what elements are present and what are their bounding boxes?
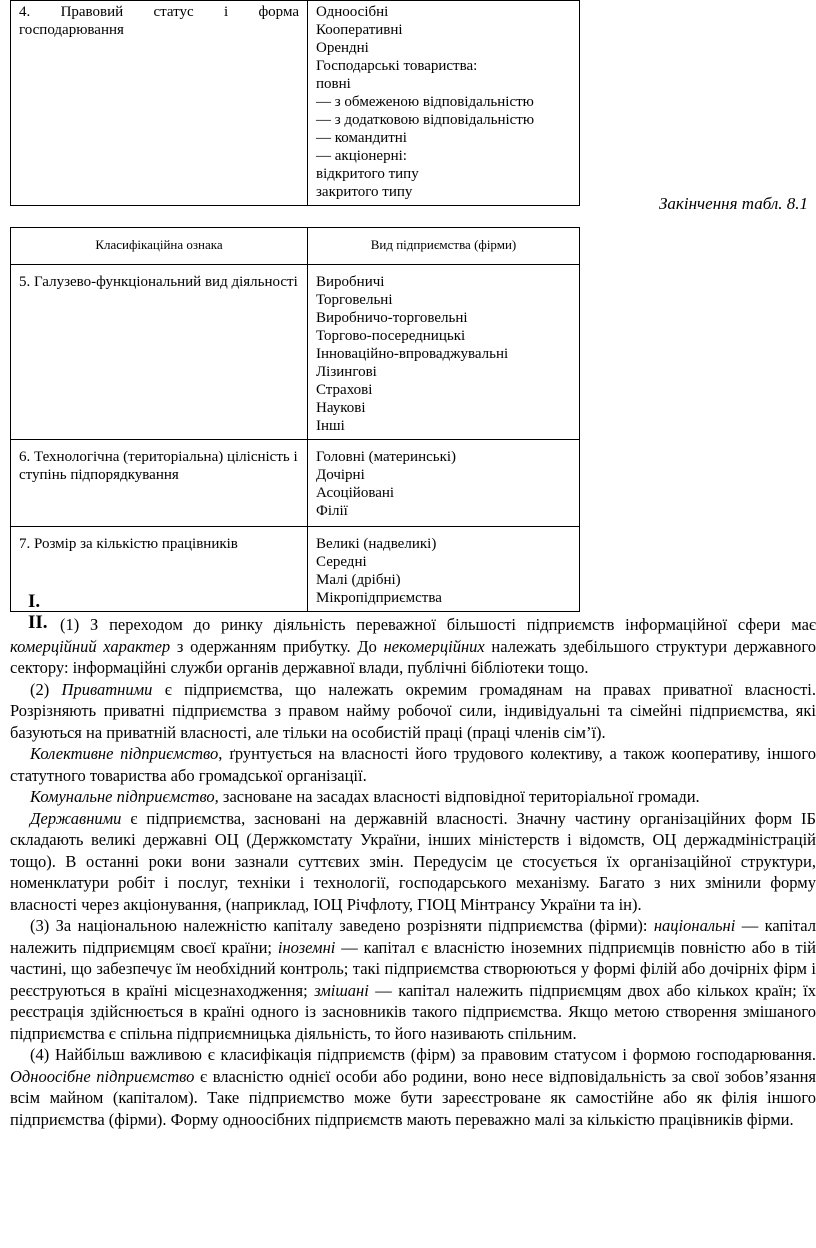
list-item: Великі (надвеликі) <box>316 536 437 552</box>
list-item: Філії <box>316 503 348 519</box>
list-item: Дочірні <box>316 467 365 483</box>
paragraph <box>10 915 816 1044</box>
table-row <box>11 440 580 527</box>
roman-numeral-one: I. <box>28 591 41 612</box>
table-row <box>11 527 580 612</box>
text-span: (3) За національною належністю капіталу заведено розрізняти підприємства (фірми): <box>30 916 654 935</box>
list-item: Середні <box>316 554 367 570</box>
list-item: Торговельні <box>316 292 393 308</box>
emphasis-text: Приватними <box>61 679 153 699</box>
paragraph <box>10 808 816 916</box>
text-span: є підприємства, що належать окремим громадянам на правах приватної власності. Розрізняють приватні підприємства з правом найму робочої сили, індивідуальні та сімейні підприємства, які базуються на приватній власності, але тільки на особистій праці (праці членів сім’ї). <box>10 679 816 742</box>
table-caption: Закінчення табл. 8.1 <box>659 194 808 213</box>
text-span: належать здебільшого структури державного сектору: інформаційні служби органів державної влади, публічні бібліотеки тощо. <box>10 636 816 677</box>
column-header: Вид підприємства (фірми) <box>308 228 580 265</box>
emphasis-text: Колективне підприємство <box>30 744 219 763</box>
text-span: — капітал належить підприємцям своєї країни; <box>10 916 816 957</box>
text-span: є власністю однієї особи або родини, воно несе відповідальність за свої зобов’язання всім майном (капіталом). Таке підприємство може бути зареєстроване як самостійне або як філія іншого підприємства (фірми). Форму одноосібних підприємств мають переважно малі за кількістю працівників фірми. <box>10 1066 816 1129</box>
list-item: Інші <box>316 418 345 434</box>
list-item: Кооперативні <box>316 22 403 38</box>
classification-cell: 6. Технологічна (територіальна) цілісність і ступінь підпорядкування <box>11 440 308 527</box>
body-text <box>10 614 816 1130</box>
emphasis-text: змішані <box>314 980 369 1000</box>
list-item: Лізингові <box>316 364 377 380</box>
text-span: засноване на засадах власності відповідної територіальної громади. <box>218 787 700 806</box>
list-item: — акціонерні: <box>316 148 407 164</box>
kinds-cell <box>308 265 580 440</box>
list-item: повні <box>316 76 351 92</box>
list-item: Виробничо-торговельні <box>316 310 468 326</box>
list-item: Інноваційно-впроваджувальні <box>316 346 509 362</box>
kinds-cell <box>308 1 580 206</box>
text-span: є підприємства, засновані на державній власності. Значну частину організаційних форм ІБ складають великі державні ОЦ (Держкомстату України, інших міністерств і відомств, ОЦ держадміністрацій тощо). В останні роки вони зазнали суттєвих змін. Передусім це стосується їх організаційної структури, номенклатури робіт і послуг, техніки і технології, господарського механізму. Багато з них змінили форму власності через акціонування, (наприклад, ІОЦ Річфлоту, ГІОЦ Мінтрансу України та ін). <box>10 808 816 914</box>
text-span: — капітал є власністю іноземних підприємців повністю або в тій частині, що забезпечує їм необхідний контроль; такі підприємства створюються у формі філій або дочірніх фірм і реєструються в країні місцезнаходження; <box>10 937 816 1000</box>
paragraph <box>10 679 816 744</box>
emphasis-text: національні <box>653 916 736 935</box>
text-span: — капітал належить підприємцям двох або кількох країн; їх реєстрація здійснюється в країні одного із засновників такого підприємства. Якщо метою створення змішаного підприємства є спільна підприємницька діяльність, то його називають спільним. <box>10 980 816 1043</box>
list-item: Торгово-посередницькі <box>316 328 466 344</box>
emphasis-text: Одноосібне підприємство <box>10 1066 195 1086</box>
classification-cell: 4. Правовий статус і форма господарювання <box>11 1 308 206</box>
list-item: Виробничі <box>316 274 385 290</box>
column-header: Класифікаційна ознака <box>11 228 308 265</box>
list-item: Головні (материнські) <box>316 449 457 465</box>
text-span: з одержанням прибутку. До <box>170 636 384 656</box>
paragraph <box>10 1044 816 1130</box>
emphasis-text: некомерційних <box>383 636 485 656</box>
roman-numeral-two: II. <box>28 612 48 633</box>
list-item: відкритого типу <box>316 166 419 182</box>
list-item: Наукові <box>316 400 366 416</box>
emphasis-text: іноземні <box>277 937 336 957</box>
list-item: Господарські товариства: <box>316 58 478 74</box>
table-row <box>11 1 580 206</box>
text-span: (4) Найбільш важливою є класифікація підприємств (фірм) за правовим статусом і формою господарювання. <box>30 1045 816 1064</box>
text-span: (2) <box>30 679 62 699</box>
table-row <box>11 265 580 440</box>
classification-cell: 5. Галузево-функціональний вид діяльності <box>11 265 308 440</box>
paragraph <box>10 743 816 786</box>
list-item: Асоційовані <box>316 485 395 501</box>
paragraph <box>10 786 816 808</box>
list-item: — з обмеженою відповідальністю <box>316 94 534 110</box>
list-item: — командитні <box>316 130 407 146</box>
list-item: Мікропідприємства <box>316 590 442 606</box>
list-item: Малі (дрібні) <box>316 572 401 588</box>
kinds-cell <box>308 527 580 612</box>
list-item: Орендні <box>316 40 369 56</box>
classification-cell: 7. Розмір за кількістю працівників <box>11 527 308 612</box>
classification-table-top <box>10 0 580 206</box>
emphasis-text: Державними <box>30 808 122 828</box>
list-item: — з додатковою відповідальністю <box>316 112 535 128</box>
classification-table <box>10 227 580 612</box>
text-span: , ґрунтується на власності його трудового колективу, а також кооперативу, іншого статутного товариства або громадської організації. <box>10 744 816 785</box>
paragraph <box>10 614 816 679</box>
text-span: (1) З переходом до ринку діяльність переважної більшості підприємств інформаційної сфери має <box>60 615 816 634</box>
list-item: Страхові <box>316 382 373 398</box>
list-item: закритого типу <box>316 184 413 200</box>
emphasis-text: Комунальне підприємство, <box>30 787 219 806</box>
table-header-row <box>11 228 580 265</box>
list-item: Одноосібні <box>316 4 389 20</box>
kinds-cell <box>308 440 580 527</box>
emphasis-text: комерційний характер <box>10 636 171 656</box>
